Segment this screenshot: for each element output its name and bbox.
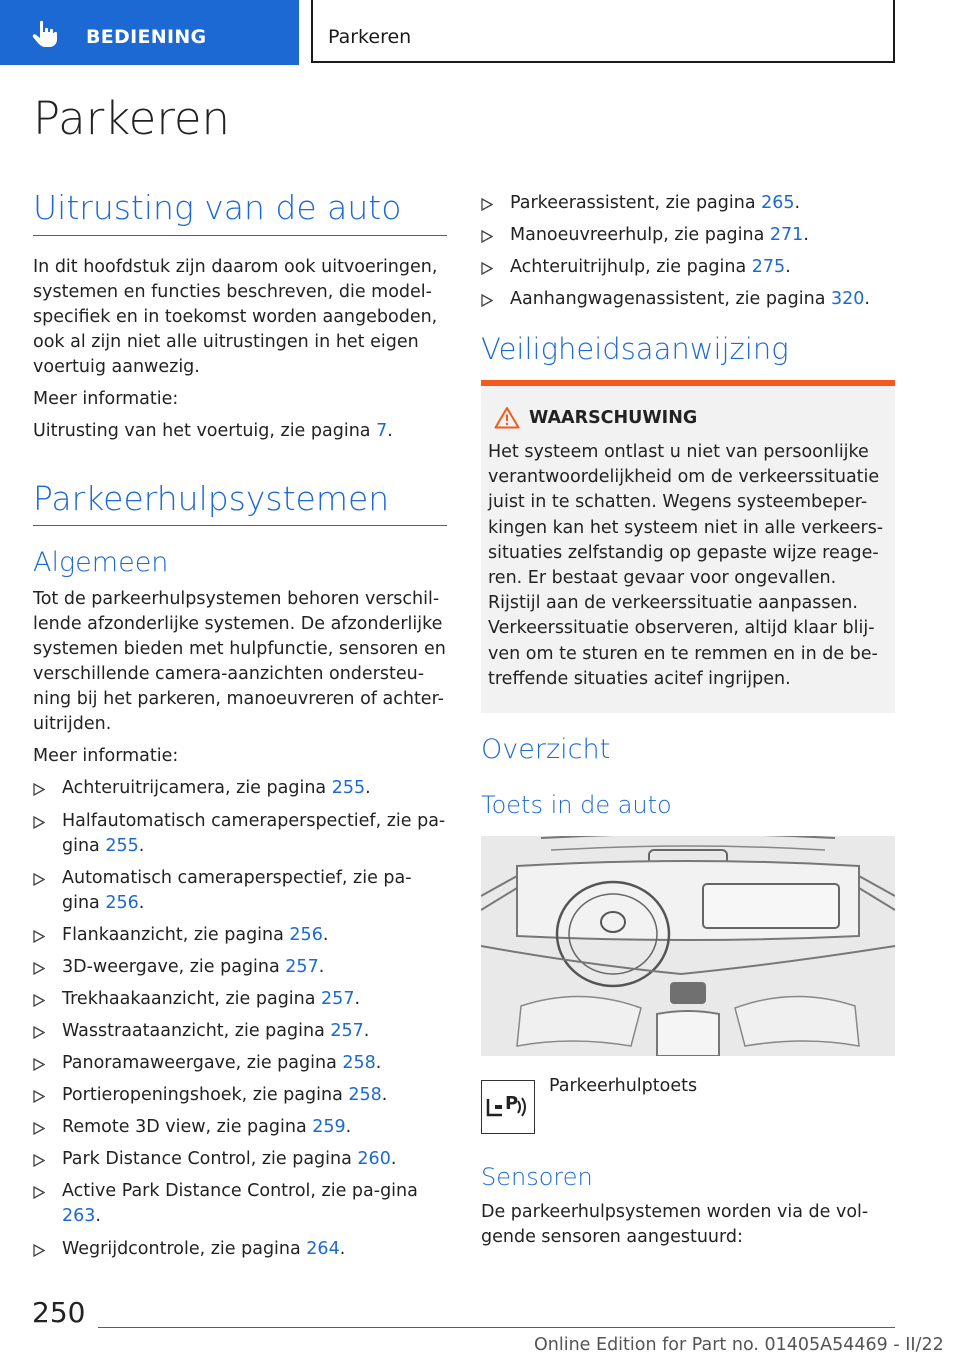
list-item: Portieropeningshoek, zie pagina 258. <box>33 1083 447 1108</box>
list-item: Park Distance Control, zie pagina 260. <box>33 1147 447 1172</box>
warning-box <box>481 386 895 713</box>
page-link[interactable]: 255 <box>331 778 366 798</box>
equipment-ref-text: Uitrusting van het voertuig, zie pagina <box>33 421 377 441</box>
page-link[interactable]: 263 <box>62 1206 96 1226</box>
triangle-bullet-icon <box>33 962 45 975</box>
list-item: Remote 3D view, zie pagina 259. <box>33 1115 447 1140</box>
list-item-text: Achteruitrijcamera, zie pagina <box>62 778 332 798</box>
list-item-text: Wasstraataanzicht, zie pagina <box>62 1021 331 1041</box>
list-item-text: Active Park Distance Control, zie pa-gina <box>62 1181 418 1201</box>
list-item-text: Manoeuvreerhulp, zie pagina <box>510 225 770 245</box>
triangle-bullet-icon <box>481 294 493 307</box>
triangle-bullet-icon <box>33 873 45 886</box>
page-title: Parkeren <box>33 92 231 145</box>
list-item: Halfautomatisch cameraperspectief, zie pa-gina 255. <box>33 809 447 859</box>
list-item-text: Automatisch cameraperspectief, zie pa-gina <box>62 868 412 913</box>
page-link[interactable]: 271 <box>769 225 804 245</box>
equipment-text: In dit hoofdstuk zijn daarom ook uitvoeringen, systemen en functies beschreven, die model-specifiek en in toekomst worden aangeboden, ook al zijn niet alle uitrustingen in het eigen voertuig aanwezig. <box>33 257 438 377</box>
equipment-ref: Uitrusting van het voertuig, zie pagina 7. <box>33 421 393 441</box>
list-item-text: Park Distance Control, zie pagina <box>62 1149 358 1169</box>
triangle-bullet-icon <box>33 783 45 796</box>
page-number: 250 <box>32 1296 86 1329</box>
list-item: Wasstraataanzicht, zie pagina 257. <box>33 1019 447 1044</box>
triangle-bullet-icon <box>33 1244 45 1257</box>
page-link[interactable]: 257 <box>321 989 355 1009</box>
list-item-text: Halfautomatisch cameraperspectief, zie pa-gina <box>62 811 446 856</box>
list-item: Active Park Distance Control, zie pa-gina 263. <box>33 1179 447 1229</box>
list-item-text: Remote 3D view, zie pagina <box>62 1117 313 1137</box>
heading-rule <box>33 525 447 526</box>
heading-button-in-car: Toets in de auto <box>481 791 672 819</box>
header-title: Parkeren <box>328 26 412 48</box>
page-link[interactable]: 258 <box>348 1085 382 1105</box>
list-item-text: Flankaanzicht, zie pagina <box>62 925 290 945</box>
hand-pointer-icon <box>32 20 58 48</box>
section-tab <box>0 0 299 65</box>
footer-rule <box>98 1327 895 1328</box>
list-item: Wegrijdcontrole, zie pagina 264. <box>33 1237 447 1262</box>
section-label: BEDIENING <box>86 26 207 48</box>
list-item: Parkeerassistent, zie pagina 265. <box>481 191 895 216</box>
heading-general: Algemeen <box>33 547 169 578</box>
list-item: 3D-weergave, zie pagina 257. <box>33 955 447 980</box>
page-link[interactable]: 320 <box>831 289 865 309</box>
page-link[interactable]: 257 <box>285 957 319 977</box>
triangle-bullet-icon <box>33 1026 45 1039</box>
triangle-bullet-icon <box>33 1186 45 1199</box>
page-link[interactable]: 258 <box>342 1053 376 1073</box>
dashboard-drawing <box>481 836 895 1056</box>
triangle-bullet-icon <box>33 1154 45 1167</box>
warning-title: WAARSCHUWING <box>529 408 698 428</box>
general-more: Meer informatie: <box>33 746 179 766</box>
footer-edition: Online Edition for Part no. 01405A54469 - II/22 <box>534 1335 944 1355</box>
page-link[interactable]: 275 <box>751 257 786 277</box>
list-item-text: Achteruitrijhulp, zie pagina <box>510 257 752 277</box>
triangle-bullet-icon <box>33 930 45 943</box>
page-link[interactable]: 265 <box>761 193 795 213</box>
heading-overview: Overzicht <box>481 734 611 765</box>
warning-triangle-icon <box>494 406 520 429</box>
triangle-bullet-icon <box>33 816 45 829</box>
list-item-text: Parkeerassistent, zie pagina <box>510 193 762 213</box>
parking-assist-button-label: Parkeerhulptoets <box>549 1076 698 1096</box>
equipment-more: Meer informatie: <box>33 389 179 409</box>
list-item-text: Panoramaweergave, zie pagina <box>62 1053 343 1073</box>
page-link[interactable]: 256 <box>105 893 139 913</box>
list-item: Flankaanzicht, zie pagina 256. <box>33 923 447 948</box>
page-link[interactable]: 260 <box>357 1149 391 1169</box>
svg-text:P: P <box>505 1093 519 1114</box>
list-item: Manoeuvreerhulp, zie pagina 271. <box>481 223 895 248</box>
triangle-bullet-icon <box>33 994 45 1007</box>
heading-rule <box>33 235 447 236</box>
header-title-box <box>311 0 895 63</box>
page-link[interactable]: 257 <box>330 1021 364 1041</box>
general-text: Tot de parkeerhulpsystemen behoren verschil-lende afzonderlijke systemen. De afzonderlijke systemen bieden met hulpfunctie, sensoren en verschillende camera-aanzichten ondersteu-ning bij het parkeren, manoeuvreren of achter-uitrijden. <box>33 589 446 734</box>
triangle-bullet-icon <box>481 230 493 243</box>
list-item-text: Portieropeningshoek, zie pagina <box>62 1085 349 1105</box>
list-item-text: Wegrijdcontrole, zie pagina <box>62 1239 307 1259</box>
triangle-bullet-icon <box>481 262 493 275</box>
list-item: Trekhaakaanzicht, zie pagina 257. <box>33 987 447 1012</box>
warning-text: Het systeem ontlast u niet van persoonlijke verantwoordelijkheid om de verkeerssituatie juist in te schatten. Wegens systeembeper-kingen kan het systeem niet in alle verkeers-situaties zelfstandig op gepaste wijze reage-ren. Er bestaat gevaar voor ongevallen. Rijstijl aan de verkeerssituatie aanpassen. Verkeerssituatie observeren, altijd klaar blij-ven om te sturen en te remmen en in de be-treffende situaties acitef ingrijpen. <box>488 442 884 689</box>
list-item-text: Trekhaakaanzicht, zie pagina <box>62 989 322 1009</box>
parking-sensor-icon <box>482 1081 533 1132</box>
page-link[interactable]: 7 <box>376 421 388 441</box>
dashboard-illustration <box>481 836 895 1056</box>
list-item: Aanhangwagenassistent, zie pagina 320. <box>481 287 895 312</box>
heading-parking-systems: Parkeerhulpsystemen <box>33 479 390 518</box>
heading-sensors: Sensoren <box>481 1163 593 1191</box>
triangle-bullet-icon <box>481 198 493 211</box>
page-link[interactable]: 259 <box>312 1117 346 1137</box>
sensors-text: De parkeerhulpsystemen worden via de vol-gende sensoren aangestuurd: <box>481 1202 869 1247</box>
list-item: Automatisch cameraperspectief, zie pa-gina 256. <box>33 866 447 916</box>
parking-assist-button-icon <box>481 1080 535 1134</box>
list-item: Achteruitrijcamera, zie pagina 255. <box>33 776 447 801</box>
list-item: Panoramaweergave, zie pagina 258. <box>33 1051 447 1076</box>
list-item-text: 3D-weergave, zie pagina <box>62 957 286 977</box>
heading-safety: Veiligheidsaanwijzing <box>481 332 789 366</box>
triangle-bullet-icon <box>33 1122 45 1135</box>
list-item-text: Aanhangwagenassistent, zie pagina <box>510 289 832 309</box>
heading-equipment: Uitrusting van de auto <box>33 188 402 227</box>
page-link[interactable]: 256 <box>289 925 323 945</box>
page-link[interactable]: 264 <box>306 1239 340 1259</box>
list-item: Achteruitrijhulp, zie pagina 275. <box>481 255 895 280</box>
triangle-bullet-icon <box>33 1090 45 1103</box>
page-link[interactable]: 255 <box>105 836 139 856</box>
triangle-bullet-icon <box>33 1058 45 1071</box>
